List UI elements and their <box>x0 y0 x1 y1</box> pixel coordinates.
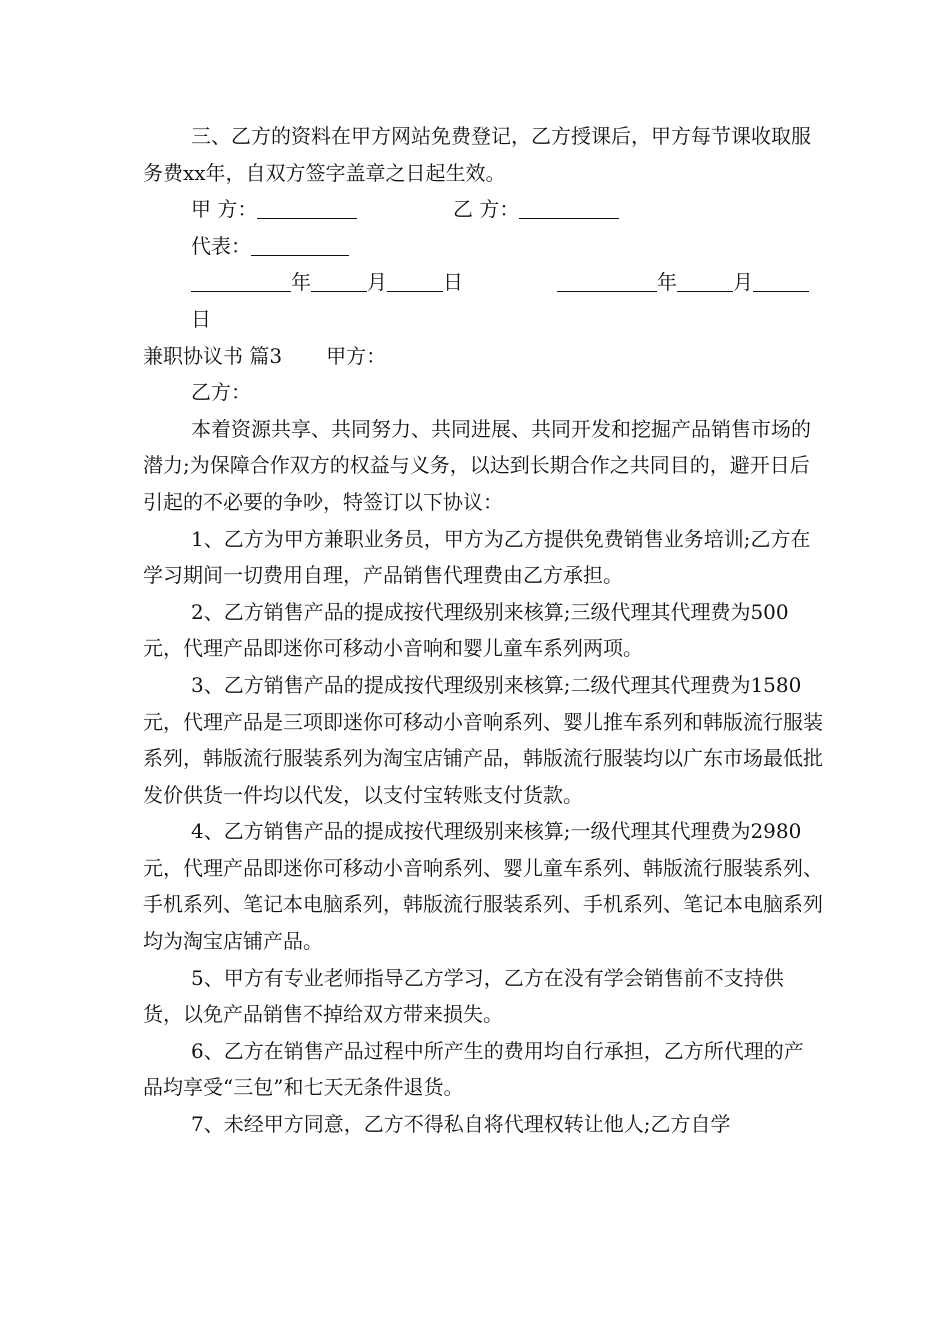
date-blank <box>311 273 367 292</box>
representative-label: 代表： <box>191 233 251 258</box>
representative-line <box>143 228 823 265</box>
clause-4: 4、乙方销售产品的提成按代理级别来核算;一级代理其代理费为2980元，代理产品即迷你可移动小音响系列、婴儿童车系列、韩版流行服装系列、手机系列、笔记本电脑系列，韩版流行服装系列、手机系列、笔记本电脑系列均为淘宝店铺产品。 <box>143 819 823 954</box>
section-heading-line <box>143 338 823 375</box>
document-body <box>143 118 823 1143</box>
clause-paragraph: 三、乙方的资料在甲方网站免费登记，乙方授课后，甲方每节课收取服务费xx年，自双方签字盖章之日起生效。 <box>143 124 811 185</box>
clause-5: 5、甲方有专业老师指导乙方学习，乙方在没有学会销售前不支持供货，以免产品销售不掉给双方带来损失。 <box>143 965 784 1027</box>
date-blank <box>191 273 291 292</box>
party-a-signature <box>191 191 453 228</box>
date-blank <box>387 273 443 292</box>
year-label: 年 <box>657 270 677 295</box>
party-signature-row <box>143 191 823 228</box>
clause-3: 3、乙方销售产品的提成按代理级别来核算;二级代理其代理费为1580元，代理产品是三项即迷你可移动小音响系列、婴儿推车系列和韩版流行服装系列，韩版流行服装系列为淘宝店铺产品，韩版流行服装均以广东市场最低批发价供货一件均以代发，以支付宝转账支付货款。 <box>143 672 823 807</box>
day-label: 日 <box>443 270 463 295</box>
date-blank <box>677 273 733 292</box>
date-line <box>143 264 823 337</box>
date-blank <box>557 273 657 292</box>
signature-blank <box>519 200 619 219</box>
clause-1: 1、乙方为甲方兼职业务员，甲方为乙方提供免费销售业务培训;乙方在学习期间一切费用自理，产品销售代理费由乙方承担。 <box>143 526 811 588</box>
section-title: 兼职协议书 篇3 <box>143 343 283 368</box>
signature-blank <box>251 237 349 256</box>
year-label: 年 <box>291 270 311 295</box>
month-label: 月 <box>733 270 753 295</box>
signature-blank <box>257 200 357 219</box>
agreement-preamble: 本着资源共享、共同努力、共同进展、共同开发和挖掘产品销售市场的潜力;为保障合作双方的权益与义务，以达到长期合作之共同目的，避开日后引起的不必要的争吵，特签订以下协议： <box>143 416 811 514</box>
date-blank <box>753 273 809 292</box>
party-b-label: 乙 方： <box>453 197 520 222</box>
party-a-label: 甲 方： <box>191 197 258 222</box>
clause-6: 6、乙方在销售产品过程中所产生的费用均自行承担，乙方所代理的产品均享受“三包”和七天无条件退货。 <box>143 1038 804 1100</box>
section-party-a-label: 甲方： <box>326 343 387 368</box>
month-label: 月 <box>367 270 387 295</box>
party-b-signature <box>453 191 619 228</box>
party-b-line: 乙方： <box>191 380 251 405</box>
clause-2: 2、乙方销售产品的提成按代理级别来核算;三级代理其代理费为500元，代理产品即迷你可移动小音响和婴儿童车系列两项。 <box>143 599 789 661</box>
day-label: 日 <box>191 306 211 331</box>
clause-7: 7、未经甲方同意，乙方不得私自将代理权转让他人;乙方自学 <box>191 1112 731 1137</box>
